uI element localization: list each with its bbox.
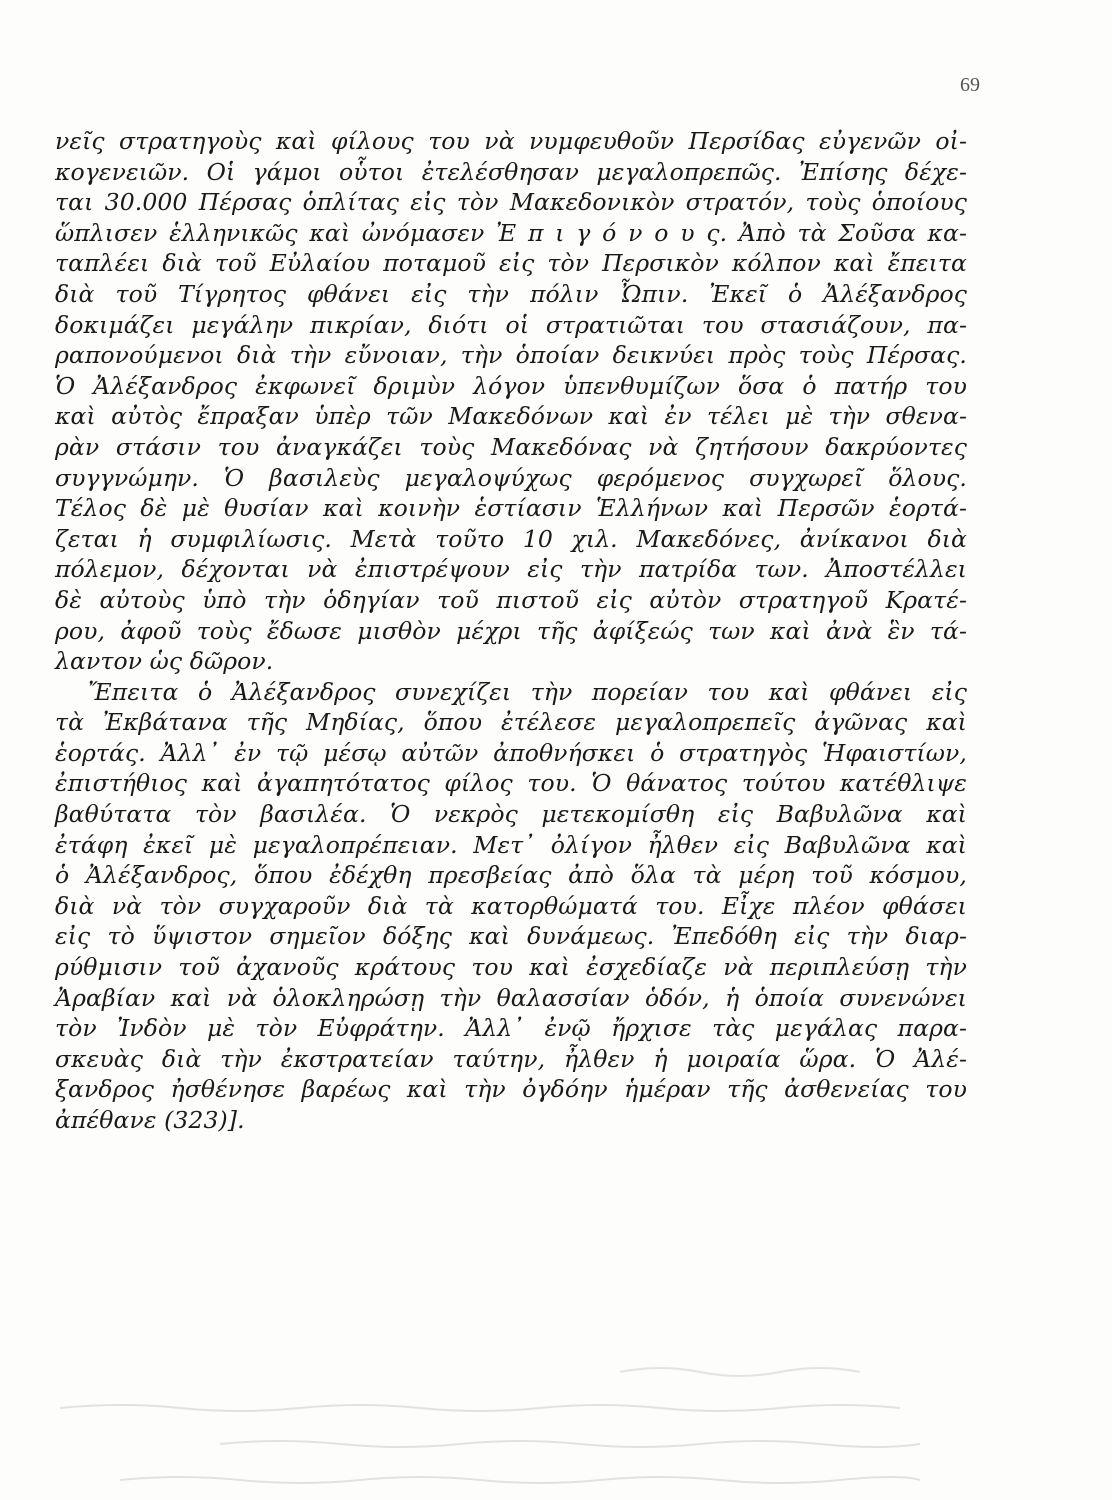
text-line: ρου, ἀφοῦ τοὺς ἔδωσε μισθὸν μέχρι τῆς ἀφίξεώς των καὶ ἀνὰ ἓν τά- [55, 616, 967, 645]
text-line: τὸν Ἰνδὸν μὲ τὸν Εὐφράτην. Ἀλλ᾽ ἐνῷ ἤρχισε τὰς μεγάλας παρα- [55, 1014, 967, 1043]
page-number: 69 [960, 74, 980, 96]
text-line: ρὰν στάσιν του ἀναγκάζει τοὺς Μακεδόνας νὰ ζητήσουν δακρύοντες [55, 432, 967, 461]
text-line: νεῖς στρατηγοὺς καὶ φίλους του νὰ νυμφευθοῦν Περσίδας εὐγενῶν οἰ- [55, 127, 967, 155]
text-line: πόλεμον, δέχονται νὰ ἐπιστρέψουν εἰς τὴν πατρίδα των. Ἀποστέλλει [55, 555, 967, 584]
text-line: κογενειῶν. Οἱ γάμοι οὗτοι ἐτελέσθησαν μεγαλοπρεπῶς. Ἐπίσης δέχε- [55, 157, 967, 186]
text-line: ἐτάφη ἐκεῖ μὲ μεγαλοπρέπειαν. Μετ᾽ ὀλίγον ἦλθεν εἰς Βαβυλῶνα καὶ [55, 830, 967, 859]
text-line: ὁ Ἀλέξανδρος, ὅπου ἐδέχθη πρεσβείας ἀπὸ ὅλα τὰ μέρη τοῦ κόσμου, [55, 861, 967, 890]
text-line: ἑορτάς. Ἀλλ᾽ ἐν τῷ μέσῳ αὐτῶν ἀποθνήσκει ὁ στρατηγὸς Ἡφαιστίων, [55, 738, 967, 767]
text-line: τὰ Ἐκβάτανα τῆς Μηδίας, ὅπου ἐτέλεσε μεγαλοπρεπεῖς ἀγῶνας καὶ [55, 708, 967, 737]
text-line: καὶ αὐτὸς ἔπραξαν ὑπὲρ τῶν Μακεδόνων καὶ ἐν τέλει μὲ τὴν σθενα- [55, 402, 967, 431]
text-line: ται 30.000 Πέρσας ὁπλίτας εἰς τὸν Μακεδονικὸν στρατόν, τοὺς ὁποίους [55, 188, 967, 217]
text-line: εἰς τὸ ὕψιστον σημεῖον δόξης καὶ δυνάμεως. Ἐπεδόθη εἰς τὴν διαρ- [55, 922, 967, 951]
text-line: διὰ νὰ τὸν συγχαροῦν διὰ τὰ κατορθώματά του. Εἶχε πλέον φθάσει [55, 891, 967, 920]
text-line: διὰ τοῦ Τίγρητος φθάνει εἰς τὴν πόλιν Ὦπιν. Ἐκεῖ ὁ Ἀλέξανδρος [55, 279, 967, 308]
text-line: Ἀραβίαν καὶ νὰ ὁλοκληρώσῃ τὴν θαλασσίαν ὁδόν, ἡ ὁποία συνενώνει [55, 983, 967, 1012]
text-line-paragraph-end: λαντον ὡς δῶρον. [55, 647, 274, 676]
bleed-stroke [620, 1368, 860, 1376]
text-line: βαθύτατα τὸν βασιλέα. Ὁ νεκρὸς μετεκομίσθη εἰς Βαβυλῶνα καὶ [55, 800, 967, 829]
text-line: ταπλέει διὰ τοῦ Εὐλαίου ποταμοῦ εἰς τὸν Περσικὸν κόλπον καὶ ἔπειτα [55, 249, 967, 278]
text-line-paragraph-end: ἀπέθανε (323)]. [55, 1106, 245, 1134]
text-line-paragraph-start: Ἔπειτα ὁ Ἀλέξανδρος συνεχίζει τὴν πορείαν του καὶ φθάνει εἰς [88, 677, 967, 706]
text-line: ρύθμισιν τοῦ ἀχανοῦς κράτους του καὶ ἐσχεδίαζε νὰ περιπλεύσῃ τὴν [55, 953, 967, 982]
text-line: ζεται ἡ συμφιλίωσις. Μετὰ τοῦτο 10 χιλ. Μακεδόνες, ἀνίκανοι διὰ [55, 524, 967, 553]
text-line: Τέλος δὲ μὲ θυσίαν καὶ κοινὴν ἑστίασιν Ἑλλήνων καὶ Περσῶν ἑορτά- [55, 494, 967, 523]
text-line: ξανδρος ἠσθένησε βαρέως καὶ τὴν ὀγδόην ἡμέραν τῆς ἀσθενείας του [55, 1075, 967, 1104]
text-line: Ὁ Ἀλέξανδρος ἐκφωνεῖ δριμὺν λόγον ὑπενθυμίζων ὅσα ὁ πατήρ του [55, 371, 967, 400]
text-line: ραπονούμενοι διὰ τὴν εὔνοιαν, τὴν ὁποίαν δεικνύει πρὸς τοὺς Πέρσας. [55, 341, 967, 370]
text-line: ὥπλισεν ἑλληνικῶς καὶ ὠνόμασεν Ἐ π ι γ ό ν ο υ ς. Ἀπὸ τὰ Σοῦσα κα- [55, 218, 967, 247]
text-line: σκευὰς διὰ τὴν ἐκστρατείαν ταύτην, ἦλθεν ἡ μοιραία ὥρα. Ὁ Ἀλέ- [55, 1044, 967, 1073]
bleed-stroke [60, 1405, 900, 1411]
text-line: δὲ αὐτοὺς ὑπὸ τὴν ὁδηγίαν τοῦ πιστοῦ εἰς αὐτὸν στρατηγοῦ Κρατέ- [55, 585, 967, 614]
bleed-stroke [120, 1477, 920, 1483]
text-line: δοκιμάζει μεγάλην πικρίαν, διότι οἱ στρατιῶται του στασιάζουν, πα- [55, 310, 967, 339]
bleed-stroke [220, 1441, 920, 1447]
text-line: συγγνώμην. Ὁ βασιλεὺς μεγαλοψύχως φερόμενος συγχωρεῖ ὅλους. [55, 463, 967, 492]
text-line: ἐπιστήθιος καὶ ἀγαπητότατος φίλος του. Ὁ θάνατος τούτου κατέθλιψε [55, 769, 967, 798]
